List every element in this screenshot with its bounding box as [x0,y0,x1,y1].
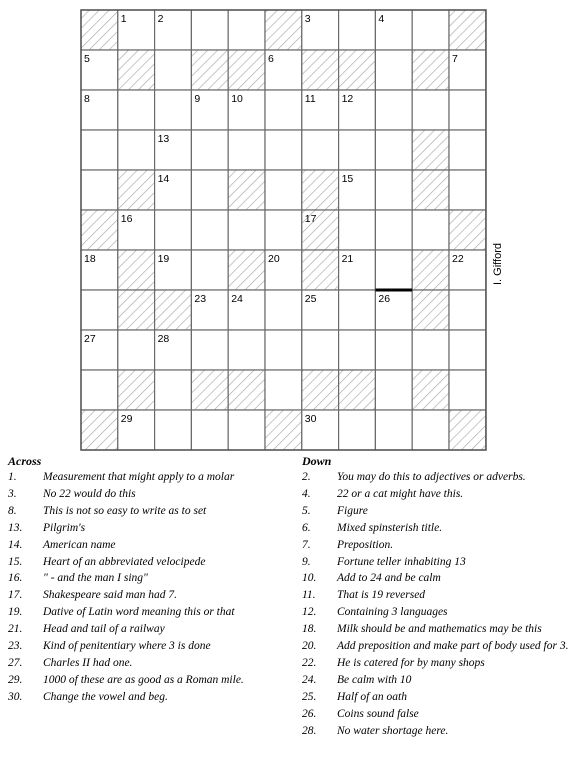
clue-number: 27. [8,656,23,669]
grid-cell-shaded [449,210,486,250]
cell-number: 26 [378,293,391,305]
clue-number: 4. [302,487,311,500]
grid-cell[interactable] [191,130,228,170]
across-clue [8,503,293,520]
clue-text: No 22 would do this [43,487,136,500]
clue-number: 16. [8,572,23,585]
cell-number: 4 [378,13,385,25]
grid-cell[interactable] [375,50,412,90]
grid-cell[interactable] [339,130,376,170]
grid-cell-shaded [339,370,376,410]
across-clue [8,638,293,655]
down-clue-list [302,469,578,740]
grid-cell-shaded [302,250,339,290]
cell-number: 18 [84,253,96,265]
clue-text: Change the vowel and beg. [43,690,168,703]
across-clue [8,587,293,604]
down-clue [302,655,578,672]
down-clue [302,554,578,571]
grid-cell[interactable] [265,330,302,370]
grid-cell-shaded [449,10,486,50]
cell-number: 19 [157,253,170,265]
clue-text: You may do this to adjectives or adverbs. [337,471,526,483]
cell-number: 24 [231,293,243,305]
grid-cell-shaded [228,250,265,290]
clue-number: 18. [302,623,317,636]
cell-number: 12 [341,93,354,105]
grid-cell-shaded [81,10,118,50]
clue-number: 22. [302,656,317,669]
cell-number: 15 [341,173,354,185]
cell-number: 27 [84,333,96,345]
grid-cell[interactable] [118,90,155,130]
clue-number: 26. [302,707,317,720]
clue-number: 13. [8,521,23,534]
clue-text: Coins sound false [337,707,419,720]
clue-number: 24. [302,673,317,686]
clue-number: 15. [8,555,23,568]
grid-cell[interactable] [449,290,486,330]
grid-cell[interactable] [265,210,302,250]
grid-cell[interactable] [155,370,192,410]
down-clue [302,587,578,604]
down-clue [302,689,578,706]
grid-cell[interactable] [118,130,155,170]
grid-cell[interactable] [412,410,449,450]
cell-number: 10 [231,93,243,105]
clue-text: Pilgrim's [43,521,86,534]
grid-cell[interactable] [155,210,192,250]
clue-text: Figure [337,504,368,517]
grid-cell-shaded [412,250,449,290]
across-clue [8,621,293,638]
grid-cell[interactable] [81,290,118,330]
cell-number: 2 [157,13,164,25]
cell-number: 20 [268,253,280,265]
grid-cell-shaded [228,170,265,210]
grid-cell[interactable] [375,250,412,290]
grid-cell[interactable] [228,330,265,370]
clue-number: 12. [302,606,317,619]
down-clue [302,520,578,537]
grid-cell[interactable] [375,370,412,410]
grid-cell[interactable] [375,210,412,250]
grid-cell-shaded [412,50,449,90]
grid-cell-shaded [302,50,339,90]
down-clue [302,604,578,621]
down-clue [302,537,578,554]
grid-cell[interactable] [449,170,486,210]
clue-number: 28. [302,724,317,737]
clue-number: 1. [8,471,17,483]
clue-number: 17. [8,589,23,602]
clue-text: Charles II had one. [43,656,133,669]
across-heading: Across [8,454,42,468]
down-clue [302,672,578,689]
grid-cell-shaded [339,50,376,90]
down-clue [302,570,578,587]
clue-number: 19. [8,606,23,619]
clue-number: 6. [302,521,311,534]
cell-number: 30 [304,413,317,425]
clue-text: Fortune teller inhabiting 13 [337,555,466,568]
grid-cell[interactable] [191,10,228,50]
grid-cell[interactable] [412,10,449,50]
grid-cell-shaded [191,370,228,410]
grid-cell-shaded [412,370,449,410]
clue-number: 21. [8,623,23,636]
clue-number: 25. [302,690,317,703]
clue-text: American name [43,538,116,551]
clue-number: 14. [8,538,23,551]
grid-cell[interactable] [449,330,486,370]
grid-cell-shaded [118,170,155,210]
grid-cell[interactable] [155,90,192,130]
grid-cell[interactable] [265,170,302,210]
clue-text: Dative of Latin word meaning this or that [43,606,235,619]
grid-cell[interactable] [302,130,339,170]
grid-cell-shaded [191,50,228,90]
cell-number: 17 [304,213,317,225]
grid-cell[interactable] [191,210,228,250]
grid-cell[interactable] [265,90,302,130]
cell-number: 5 [84,53,90,65]
down-heading: Down [302,454,332,468]
clue-text: " - and the man I sing" [43,572,148,585]
cell-number: 29 [120,413,133,425]
grid-cell[interactable] [228,130,265,170]
down-clue [302,469,578,486]
down-clue [302,486,578,503]
down-clue [302,621,578,638]
grid-cell-shaded [228,370,265,410]
grid-cell[interactable] [118,330,155,370]
clue-number: 29. [8,673,23,686]
clue-number: 2. [302,471,311,483]
grid-cell[interactable] [81,170,118,210]
cell-number: 23 [194,293,207,305]
grid-cell-shaded [81,410,118,450]
clue-number: 9. [302,555,311,568]
cell-number: 21 [341,253,354,265]
clue-text: Milk should be and mathematics may be this [337,623,542,636]
grid-cell-shaded [412,290,449,330]
clue-text: Be calm with 10 [337,673,412,686]
cell-number: 3 [304,13,311,25]
clue-text: Measurement that might apply to a molar [43,471,235,483]
clue-text: Head and tail of a railway [43,623,165,636]
down-clue [302,706,578,723]
grid-cell[interactable] [339,330,376,370]
cell-number: 13 [157,133,170,145]
clue-text: Half of an oath [337,690,407,703]
clue-number: 30. [8,690,23,703]
grid-cell[interactable] [412,330,449,370]
clue-text: No water shortage here. [337,724,449,737]
cell-number: 1 [120,13,127,25]
grid-cell[interactable] [375,170,412,210]
grid-cell[interactable] [155,410,192,450]
grid-cell[interactable] [191,250,228,290]
grid-cell[interactable] [375,330,412,370]
grid-cell[interactable] [375,130,412,170]
grid-cell[interactable] [81,130,118,170]
grid-cell-shaded [302,170,339,210]
grid-cell[interactable] [228,410,265,450]
clue-text: Shakespeare said man had 7. [43,589,178,602]
clue-text: Containing 3 languages [337,606,448,619]
cell-number: 9 [194,93,201,105]
down-clue [302,503,578,520]
grid-cell[interactable] [375,90,412,130]
clue-number: 8. [8,504,17,517]
grid-cell[interactable] [191,410,228,450]
grid-cell-shaded [118,250,155,290]
grid-cell[interactable] [339,10,376,50]
clue-text: 1000 of these are as good as a Roman mile. [43,673,244,686]
clue-text: Kind of penitentiary where 3 is done [43,640,211,653]
clue-text: Add to 24 and be calm [337,572,441,585]
clue-number: 11. [302,589,316,602]
grid-cell[interactable] [265,370,302,410]
grid-cell[interactable] [228,10,265,50]
grid-cell-shaded [412,130,449,170]
clue-text: Preposition. [337,538,394,551]
across-clue [8,570,293,587]
grid-cell[interactable] [228,210,265,250]
cell-number: 16 [120,213,133,225]
grid-cell-shaded [81,210,118,250]
clue-text: Mixed spinsterish title. [337,521,443,534]
down-clue [302,723,578,740]
clue-number: 10. [302,572,317,585]
clue-text: This is not so easy to write as to set [43,504,207,517]
across-clue [8,554,293,571]
grid-cell-shaded [155,290,192,330]
grid-cell-shaded [118,50,155,90]
across-clue [8,604,293,621]
grid-cell[interactable] [265,130,302,170]
grid-cell[interactable] [412,90,449,130]
grid-cell[interactable] [302,330,339,370]
grid-cell[interactable] [339,410,376,450]
clue-text: 22 or a cat might have this. [337,487,464,500]
grid-cell[interactable] [265,290,302,330]
cell-number: 11 [304,93,316,105]
across-clue [8,469,293,486]
grid-cell[interactable] [449,90,486,130]
grid-cell[interactable] [155,50,192,90]
clue-number: 5. [302,504,311,517]
across-clue [8,520,293,537]
across-clue [8,486,293,503]
grid-cell[interactable] [339,290,376,330]
cell-number: 25 [304,293,317,305]
grid-cell-shaded [228,50,265,90]
grid-cell[interactable] [449,130,486,170]
clue-text: He is catered for by many shops [337,656,485,669]
cell-number: 14 [157,173,170,185]
cell-number: 8 [84,93,90,105]
clue-number: 23. [8,640,23,653]
author-credit: I. Gifford [492,243,504,285]
grid-cell-shaded [265,410,302,450]
grid-cell-shaded [265,10,302,50]
grid-cell[interactable] [191,170,228,210]
grid-cell[interactable] [191,330,228,370]
clue-number: 7. [302,538,311,551]
grid-cell[interactable] [375,410,412,450]
grid-cell-shaded [118,370,155,410]
grid-cell[interactable] [339,210,376,250]
clue-text: Add preposition and make part of body used for 3. [337,640,569,653]
across-clue [8,655,293,672]
clue-number: 20. [302,640,317,653]
down-clue [302,638,578,655]
grid-cell[interactable] [412,210,449,250]
grid-cell-shaded [302,370,339,410]
clue-text: That is 19 reversed [337,589,426,602]
across-clue [8,689,293,706]
cell-number: 22 [452,253,464,265]
grid-cell-shaded [412,170,449,210]
cell-number: 28 [157,333,170,345]
cell-number: 6 [268,53,274,65]
grid-cell[interactable] [81,370,118,410]
across-clue [8,537,293,554]
cell-number: 7 [452,53,458,65]
clue-text: Heart of an abbreviated velocipede [43,555,206,568]
grid-cell-shaded [449,410,486,450]
across-clue [8,672,293,689]
across-clue-list [8,469,293,706]
grid-cell[interactable] [449,370,486,410]
grid-cell-shaded [118,290,155,330]
clue-number: 3. [8,487,17,500]
